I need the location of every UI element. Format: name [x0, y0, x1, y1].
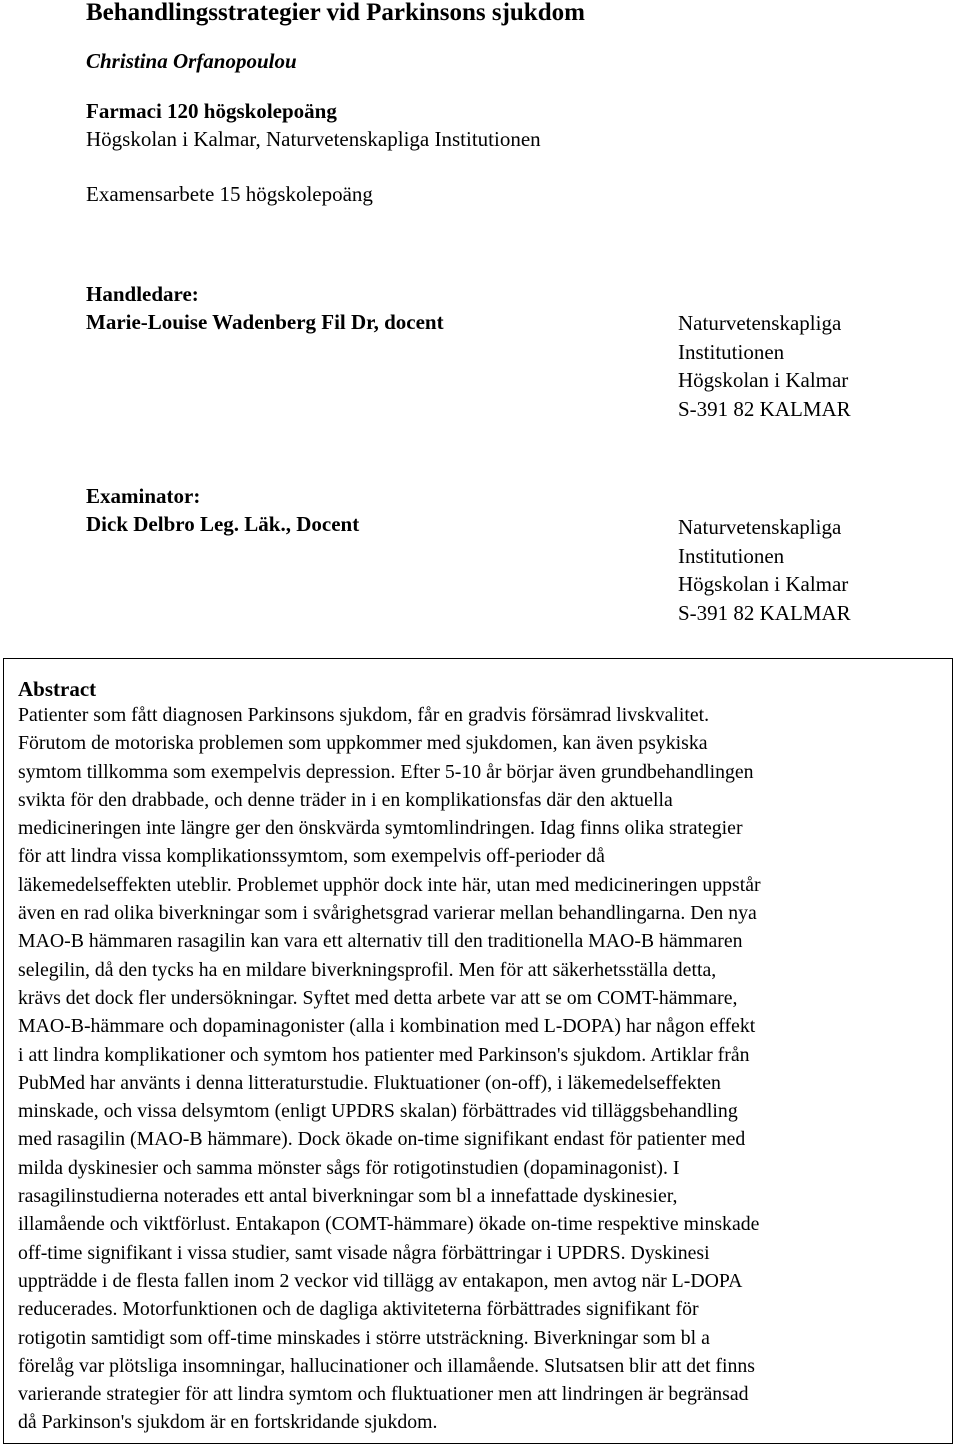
abstract-line: MAO-B-hämmare och dopaminagonister (alla i kombination med L-DOPA) har någon effekt	[18, 1015, 756, 1038]
examiner-label: Examinator:	[86, 484, 201, 508]
supervisor-address-line-3: Högskolan i Kalmar	[678, 368, 849, 392]
abstract-line: för att lindra vissa komplikationssymtom, som exempelvis off-perioder då	[18, 845, 605, 868]
document-title: Behandlingsstrategier vid Parkinsons sjukdom	[86, 0, 585, 26]
examiner-address-line-4: S-391 82 KALMAR	[678, 600, 851, 625]
examiner-address-line-1: Naturvetenskapliga	[678, 515, 842, 539]
author-name: Christina Orfanopoulou	[86, 49, 297, 73]
abstract-line: PubMed har använts i denna litteraturstudie. Fluktuationer (on-off), i läkemedelseffekten	[18, 1071, 721, 1094]
abstract-line: Förutom de motoriska problemen som uppkommer med sjukdomen, kan även psykiska	[18, 732, 708, 755]
abstract-line: uppträdde i de flesta fallen inom 2 veckor vid tillägg av entakapon, men avtog när L-DOPA	[18, 1269, 743, 1292]
abstract-line: rotigotin samtidigt som off-time minskades i större utsträckning. Biverkningar som bl a	[18, 1326, 710, 1349]
abstract-line: Patienter som fått diagnosen Parkinsons sjukdom, får en gradvis försämrad livskvalitet.	[18, 704, 710, 726]
abstract-line: rasagilinstudierna noterades ett antal biverkningar som bl a innefattade dyskinesier,	[18, 1185, 678, 1208]
abstract-line: även en rad olika biverkningar som i svårighetsgrad varierar mellan behandlingarna. Den nya	[18, 902, 757, 925]
abstract-line: medicineringen inte längre ger den önskvärda symtomlindringen. Idag finns olika strategier	[18, 817, 743, 840]
examiner-name: Dick Delbro Leg. Läk., Docent	[86, 512, 360, 536]
abstract-line: symtom tillkomma som exempelvis depression. Efter 5-10 år börjar även grundbehandlingen	[18, 760, 754, 783]
thesis-line: Examensarbete 15 högskolepoäng	[86, 182, 373, 206]
abstract-line: varierande strategier för att lindra symtom och fluktuationer men att lindringen är begränsad	[18, 1383, 749, 1406]
abstract-line: minskade, och vissa delsymtom (enligt UPDRS skalan) förbättrades vid tilläggsbehandling	[18, 1100, 738, 1123]
abstract-line: off-time signifikant i vissa studier, samt visade några förbättringar i UPDRS. Dyskinesi	[18, 1241, 710, 1264]
abstract-line: reducerades. Motorfunktionen och de dagliga aktiviteterna förbättrades signifikant för	[18, 1298, 699, 1321]
abstract-line: läkemedelseffekten uteblir. Problemet upphör dock inte här, utan med medicineringen uppstår	[18, 873, 761, 896]
abstract-line: svikta för den drabbade, och denne träder in i en komplikationsfas där den aktuella	[18, 788, 673, 811]
abstract-line: MAO-B hämmaren rasagilin kan vara ett alternativ till den traditionella MAO-B hämmaren	[18, 930, 743, 953]
abstract-line: krävs det dock fler undersökningar. Syftet med detta arbete var att se om COMT-hämmare,	[18, 986, 738, 1009]
supervisor-name: Marie-Louise Wadenberg Fil Dr, docent	[86, 310, 444, 334]
examiner-address-line-2: Institutionen	[678, 543, 785, 568]
abstract-heading: Abstract	[18, 677, 97, 701]
abstract-line: i att lindra komplikationer och symtom hos patienter med Parkinson's sjukdom. Artiklar från	[18, 1043, 750, 1066]
abstract-line: illamående och viktförlust. Entakapon (COMT-hämmare) ökade on-time respektive minskade	[18, 1213, 760, 1236]
supervisor-address-line-4: S-391 82 KALMAR	[678, 396, 851, 421]
examiner-address-line-3: Högskolan i Kalmar	[678, 572, 849, 596]
abstract-line: då Parkinson's sjukdom är en fortskridande sjukdom.	[18, 1411, 438, 1434]
supervisor-label: Handledare:	[86, 282, 199, 306]
abstract-line: förelåg var plötsliga insomningar, hallucinationer och illamående. Slutsatsen blir att det finns	[18, 1354, 755, 1377]
abstract-line: med rasagilin (MAO-B hämmare). Dock ökade on-time signifikant endast för patienter med	[18, 1128, 746, 1151]
institution-line: Högskolan i Kalmar, Naturvetenskapliga Institutionen	[86, 127, 541, 151]
abstract-text	[18, 701, 761, 1437]
supervisor-address-line-2: Institutionen	[678, 339, 785, 364]
supervisor-address-line-1: Naturvetenskapliga	[678, 311, 842, 335]
abstract-line: selegilin, då den tycks ha en mildare biverkningsprofil. Men för att säkerhetsställa detta,	[18, 958, 717, 981]
abstract-box	[3, 658, 953, 1444]
program-line: Farmaci 120 högskolepoäng	[86, 99, 337, 123]
abstract-line: milda dyskinesier och samma mönster sågs för rotigotinstudien (dopaminagonist). I	[18, 1156, 680, 1179]
